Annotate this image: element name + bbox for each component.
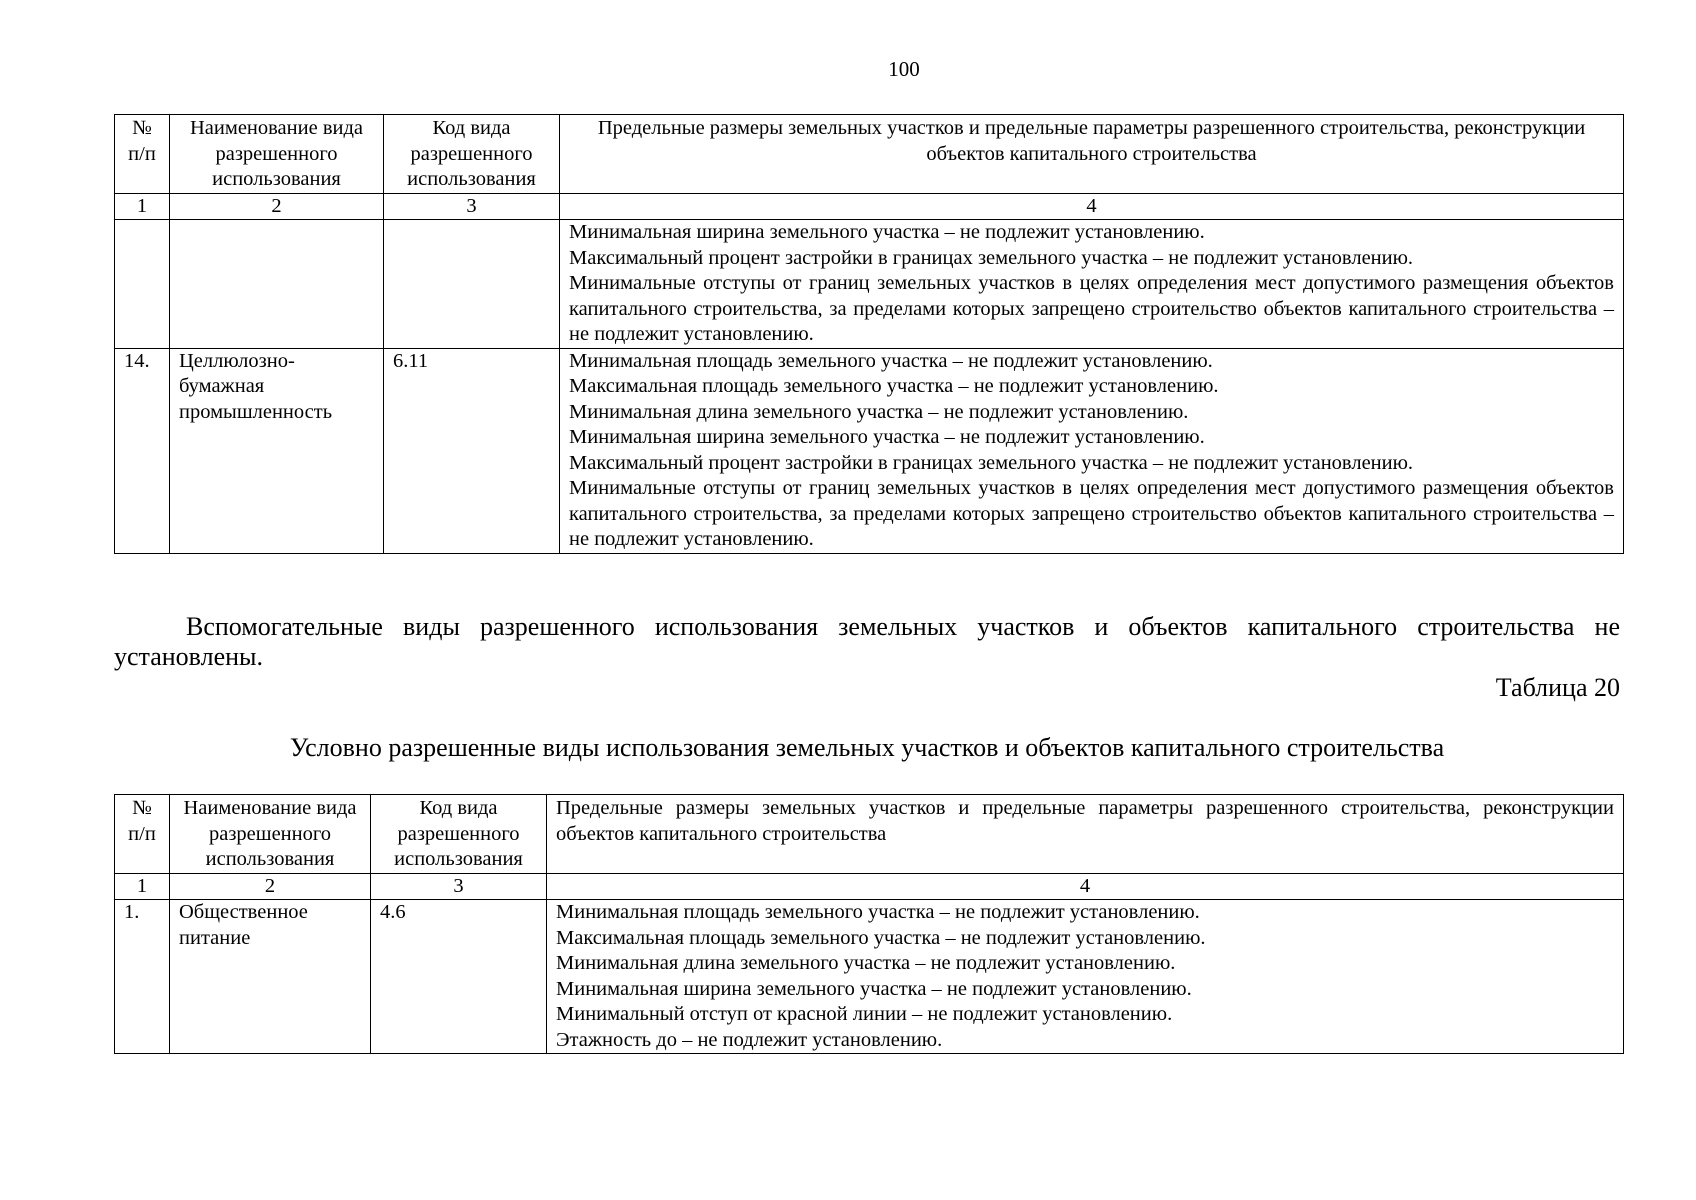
conditional-uses-table: [114, 794, 1624, 1054]
parameter-line: Максимальная площадь земельного участка – не подлежит установлению.: [569, 375, 1219, 397]
parameter-line: Минимальный отступ от красной линии – не подлежит установлению.: [556, 1003, 1173, 1025]
parameter-line: Минимальная длина земельного участка – не подлежит установлению.: [556, 952, 1176, 974]
column-number-row: [115, 193, 1624, 220]
row-use-code: [384, 220, 560, 349]
table-row: [115, 900, 1624, 1054]
row-use-code: 4.6: [371, 900, 547, 1054]
parameter-line: Минимальная площадь земельного участка – не подлежит установлению.: [556, 901, 1200, 923]
parameter-line: Максимальный процент застройки в границах земельного участка – не подлежит установлению.: [569, 451, 1414, 474]
parameter-line: Минимальная ширина земельного участка – не подлежит установлению.: [569, 221, 1205, 243]
row-use-name: Общественное питание: [170, 900, 371, 1054]
page-number: 100: [888, 57, 920, 81]
row-parameters: [560, 220, 1624, 349]
parameter-line: Минимальная ширина земельного участка – не подлежит установлению.: [569, 426, 1205, 448]
column-number: 1: [115, 873, 170, 900]
row-parameters: [560, 348, 1624, 553]
parameter-line: Этажность до – не подлежит установлению.: [556, 1028, 943, 1051]
parameter-line: Минимальная длина земельного участка – не подлежит установлению.: [569, 400, 1189, 423]
table-header-row: [115, 115, 1624, 194]
column-number-row: [115, 873, 1624, 900]
row-number: [115, 220, 170, 349]
parameter-line: Минимальная ширина земельного участка – не подлежит установлению.: [556, 977, 1192, 1000]
table-row: [115, 220, 1624, 349]
column-number: 1: [115, 193, 170, 220]
column-number: 2: [170, 193, 384, 220]
column-number: 4: [547, 873, 1624, 900]
parameter-line: Максимальный процент застройки в границах земельного участка – не подлежит установлению.: [569, 246, 1414, 269]
parameter-line: Минимальная площадь земельного участка – не подлежит установлению.: [569, 349, 1213, 372]
row-use-name: Целлюлозно-бумажная промышленность: [170, 348, 384, 553]
parameter-line: Максимальная площадь земельного участка – не подлежит установлению.: [556, 926, 1206, 949]
table-title: Условно разрешенные виды использования земельных участков и объектов капитального строительства: [289, 733, 1445, 762]
row-use-code: 6.11: [384, 348, 560, 553]
column-number: 4: [560, 193, 1624, 220]
table-label: Таблица 20: [1495, 673, 1620, 702]
parameters-table-continued: [114, 114, 1624, 554]
column-number: 2: [170, 873, 371, 900]
column-number: 3: [371, 873, 547, 900]
table-header-row: [115, 795, 1624, 874]
header-number: № п/п: [115, 795, 170, 874]
header-parameters: Предельные размеры земельных участков и предельные параметры разрешенного строительства, реконструкции объектов капитального строительства: [560, 115, 1624, 194]
auxiliary-uses-paragraph: Вспомогательные виды разрешенного использования земельных участков и объектов капитального строительства не установлены.: [114, 612, 1620, 671]
header-parameters: Предельные размеры земельных участков и предельные параметры разрешенного строительства, реконструкции объектов капитального строительства: [547, 795, 1624, 874]
row-number: 1.: [115, 900, 170, 1054]
header-number: № п/п: [115, 115, 170, 194]
header-use-code: Код вида разрешенного использования: [371, 795, 547, 874]
row-use-name: [170, 220, 384, 349]
column-number: 3: [384, 193, 560, 220]
table-row: [115, 348, 1624, 553]
parameter-line: Минимальные отступы от границ земельных участков в целях определения мест допустимого размещения объектов капитального строительства, за пределами которых запрещено строительство объектов капитального строительства – не подлежит установлению.: [569, 477, 1614, 550]
parameter-line: Минимальные отступы от границ земельных участков в целях определения мест допустимого размещения объектов капитального строительства, за пределами которых запрещено строительство объектов капитального строительства – не подлежит установлению.: [569, 272, 1614, 345]
header-use-code: Код вида разрешенного использования: [384, 115, 560, 194]
row-parameters: [547, 900, 1624, 1054]
row-number: 14.: [115, 348, 170, 553]
header-use-name: Наименование вида разрешенного использования: [170, 115, 384, 194]
header-use-name: Наименование вида разрешенного использования: [170, 795, 371, 874]
